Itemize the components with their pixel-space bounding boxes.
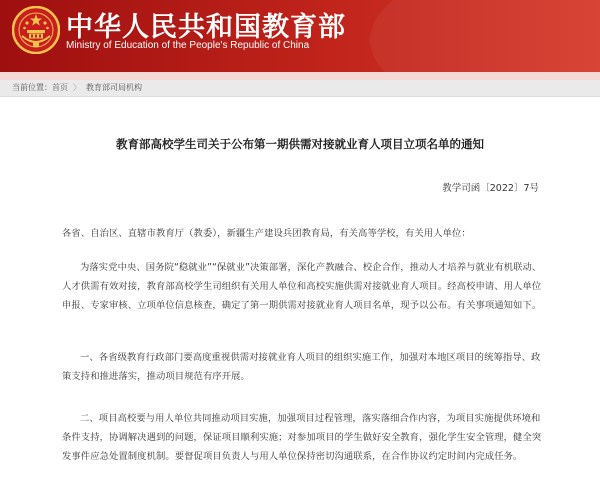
nav-strip xyxy=(0,72,600,80)
breadcrumb-home-link[interactable]: 首页 xyxy=(52,83,68,92)
document-number: 教学司函〔2022〕7号 xyxy=(442,183,539,194)
article-content xyxy=(0,97,600,494)
site-header xyxy=(0,0,600,72)
article-paragraph: 二、项目高校要与用人单位共同推动项目实施，加强项目过程管理，落实落细合作内容，为项目实施提供环境和条件支持，协调解决遇到的问题，保证项目顺利实施；对参加项目的学生做好安全教育，强化学生安全管理，健全突发事件应急处置制度机制。要督促项目负责人与用人单位保持密切沟通联系，在合作协议约定时间内完成任务。 xyxy=(62,413,542,462)
article-paragraph: 一、各省级教育行政部门要高度重视供需对接就业育人项目的组织实施工作，加强对本地区项目的统筹指导、政策支持和推进落实，推动项目规范有序开展。 xyxy=(62,352,541,382)
breadcrumb-prefix: 当前位置： xyxy=(12,83,52,92)
national-emblem-icon[interactable] xyxy=(12,6,60,54)
article-title: 教育部高校学生司关于公布第一期供需对接就业育人项目立项名单的通知 xyxy=(116,137,484,151)
site-subtitle: Ministry of Education of the People's Republic of China xyxy=(66,40,310,51)
article-paragraph: 为落实党中央、国务院“稳就业”“保就业”决策部署，深化产教融合、校企合作，推动人才培养与就业有机联动、人才供需有效对接，教育部高校学生司组织有关用人单位和高校实施供需对接就业育人项目。经高校申请、用人单位申报、专家审核、立项单位信息核查，确定了第一期供需对接就业育人项目名单，现予以公布。有关事项通知如下。 xyxy=(62,262,542,311)
breadcrumb-separator: 〉 xyxy=(73,83,81,92)
header-decoration xyxy=(370,0,600,72)
breadcrumb-current-link[interactable]: 教育部司局机构 xyxy=(86,83,142,92)
site-title[interactable]: 中华人民共和国教育部 xyxy=(66,12,346,43)
breadcrumb xyxy=(0,80,600,97)
salutation: 各省、自治区、直辖市教育厅（教委），新疆生产建设兵团教育局，有关高等学校，有关用人单位： xyxy=(62,228,471,239)
